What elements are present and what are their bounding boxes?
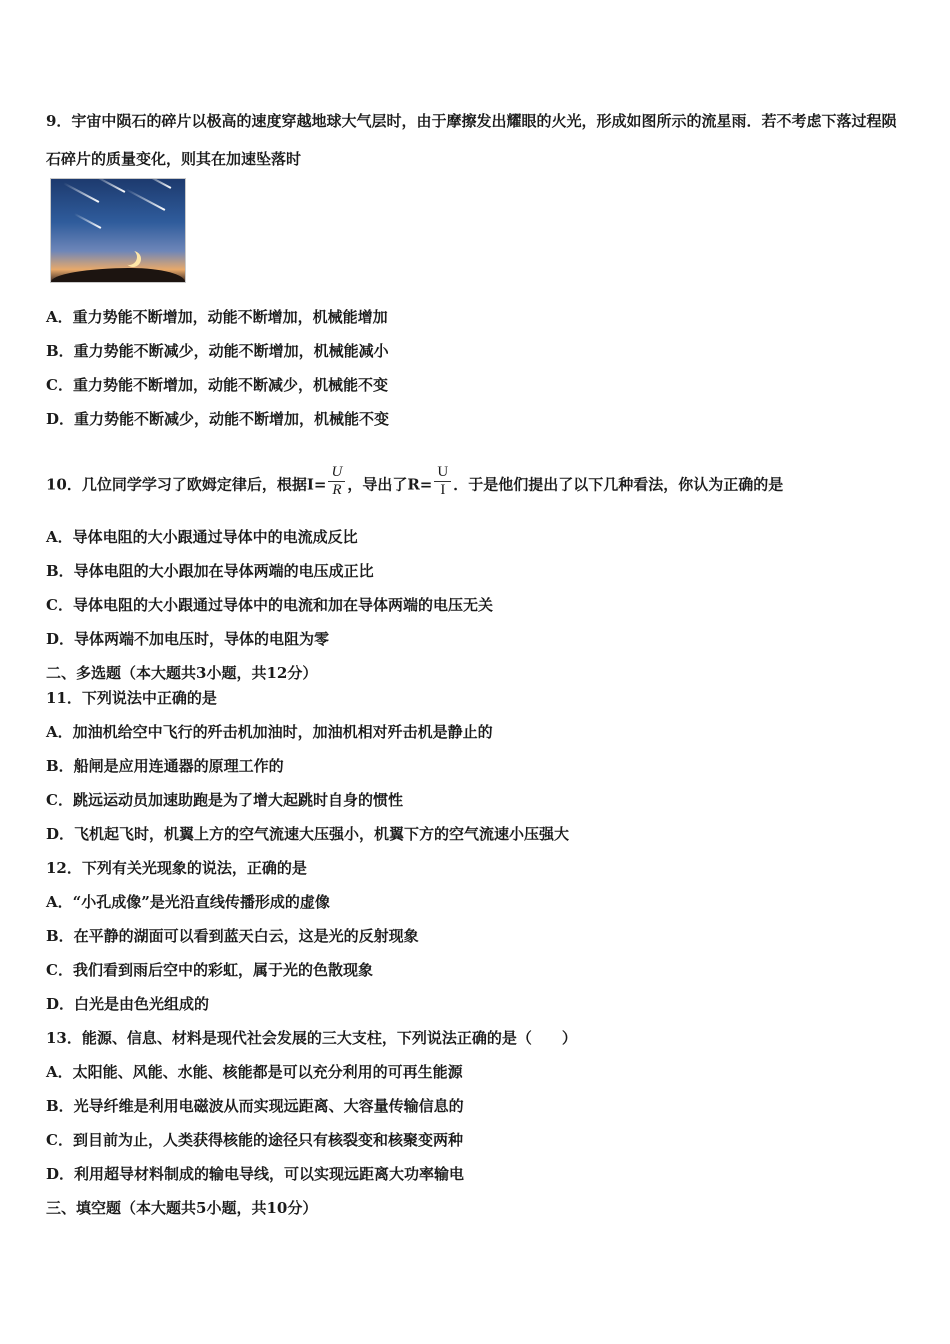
formula-1-fraction	[328, 464, 345, 499]
question-9-option-c: C．重力势能不断增加，动能不断减少，机械能不变	[46, 376, 388, 394]
question-13-option-b: B．光导纤维是利用电磁波从而实现远距离、大容量传输信息的	[46, 1097, 464, 1115]
question-10-option-b: B．导体电阻的大小跟加在导体两端的电压成正比	[46, 562, 374, 580]
question-11-option-d: D．飞机起飞时，机翼上方的空气流速大压强小，机翼下方的空气流速小压强大	[46, 825, 570, 843]
question-10-prefix: 10．几位同学学习了欧姆定律后，根据	[46, 475, 307, 494]
section-3-heading: 三、填空题（本大题共5小题，共10分）	[46, 1199, 318, 1217]
question-12-option-b: B．在平静的湖面可以看到蓝天白云，这是光的反射现象	[46, 927, 419, 945]
formula-1-lhs: I=	[306, 475, 327, 494]
question-10-option-c: C．导体电阻的大小跟通过导体中的电流和加在导体两端的电压无关	[46, 596, 493, 614]
question-12-option-c: C．我们看到雨后空中的彩虹，属于光的色散现象	[46, 961, 373, 979]
formula-2-numerator: U	[434, 464, 451, 482]
question-10-option-a: A．导体电阻的大小跟通过导体中的电流成反比	[46, 528, 358, 546]
question-11-stem: 11．下列说法中正确的是	[46, 689, 217, 707]
formula-1-numerator: U	[328, 464, 345, 482]
section-2-heading: 二、多选题（本大题共3小题，共12分）	[46, 664, 318, 682]
question-9-option-b: B．重力势能不断减少，动能不断增加，机械能减小	[46, 342, 389, 360]
question-11-option-b: B．船闸是应用连通器的原理工作的	[46, 757, 284, 775]
formula-2-denominator: I	[440, 482, 446, 498]
question-12-option-d: D．白光是由色光组成的	[46, 995, 210, 1013]
formula-2-fraction	[434, 464, 451, 499]
question-12-stem: 12．下列有关光现象的说法，正确的是	[46, 859, 307, 877]
question-11-option-c: C．跳远运动员加速助跑是为了增大起跳时自身的惯性	[46, 791, 403, 809]
question-10-stem	[46, 464, 784, 503]
question-10-suffix: ．于是他们提出了以下几种看法，你认为正确的是	[453, 475, 784, 494]
question-13-option-c: C．到目前为止，人类获得核能的途径只有核裂变和核聚变两种	[46, 1131, 463, 1149]
meteor-shower-image	[50, 178, 186, 283]
question-9-option-a: A．重力势能不断增加，动能不断增加，机械能增加	[46, 308, 388, 326]
question-13-option-a: A．太阳能、风能、水能、核能都是可以充分利用的可再生能源	[46, 1063, 463, 1081]
question-11-option-a: A．加油机给空中飞行的歼击机加油时，加油机相对歼击机是静止的	[46, 723, 493, 741]
question-10-option-d: D．导体两端不加电压时，导体的电阻为零	[46, 630, 330, 648]
question-13-option-d: D．利用超导材料制成的输电导线，可以实现远距离大功率输电	[46, 1165, 465, 1183]
question-9-stem: 9．宇宙中陨石的碎片以极高的速度穿越地球大气层时，由于摩擦发出耀眼的火光，形成如图所示的流星雨．若不考虑下落过程陨石碎片的质量变化，则其在加速坠落时	[46, 112, 897, 168]
question-10-middle: ，导出了	[347, 475, 408, 494]
formula-2-lhs: R=	[407, 475, 433, 494]
question-12-option-a: A．“小孔成像”是光沿直线传播形成的虚像	[46, 893, 330, 911]
question-13-stem: 13．能源、信息、材料是现代社会发展的三大支柱，下列说法正确的是（ ）	[46, 1029, 577, 1047]
question-9-option-d: D．重力势能不断减少，动能不断增加，机械能不变	[46, 410, 390, 428]
formula-1-denominator: R	[332, 482, 342, 498]
